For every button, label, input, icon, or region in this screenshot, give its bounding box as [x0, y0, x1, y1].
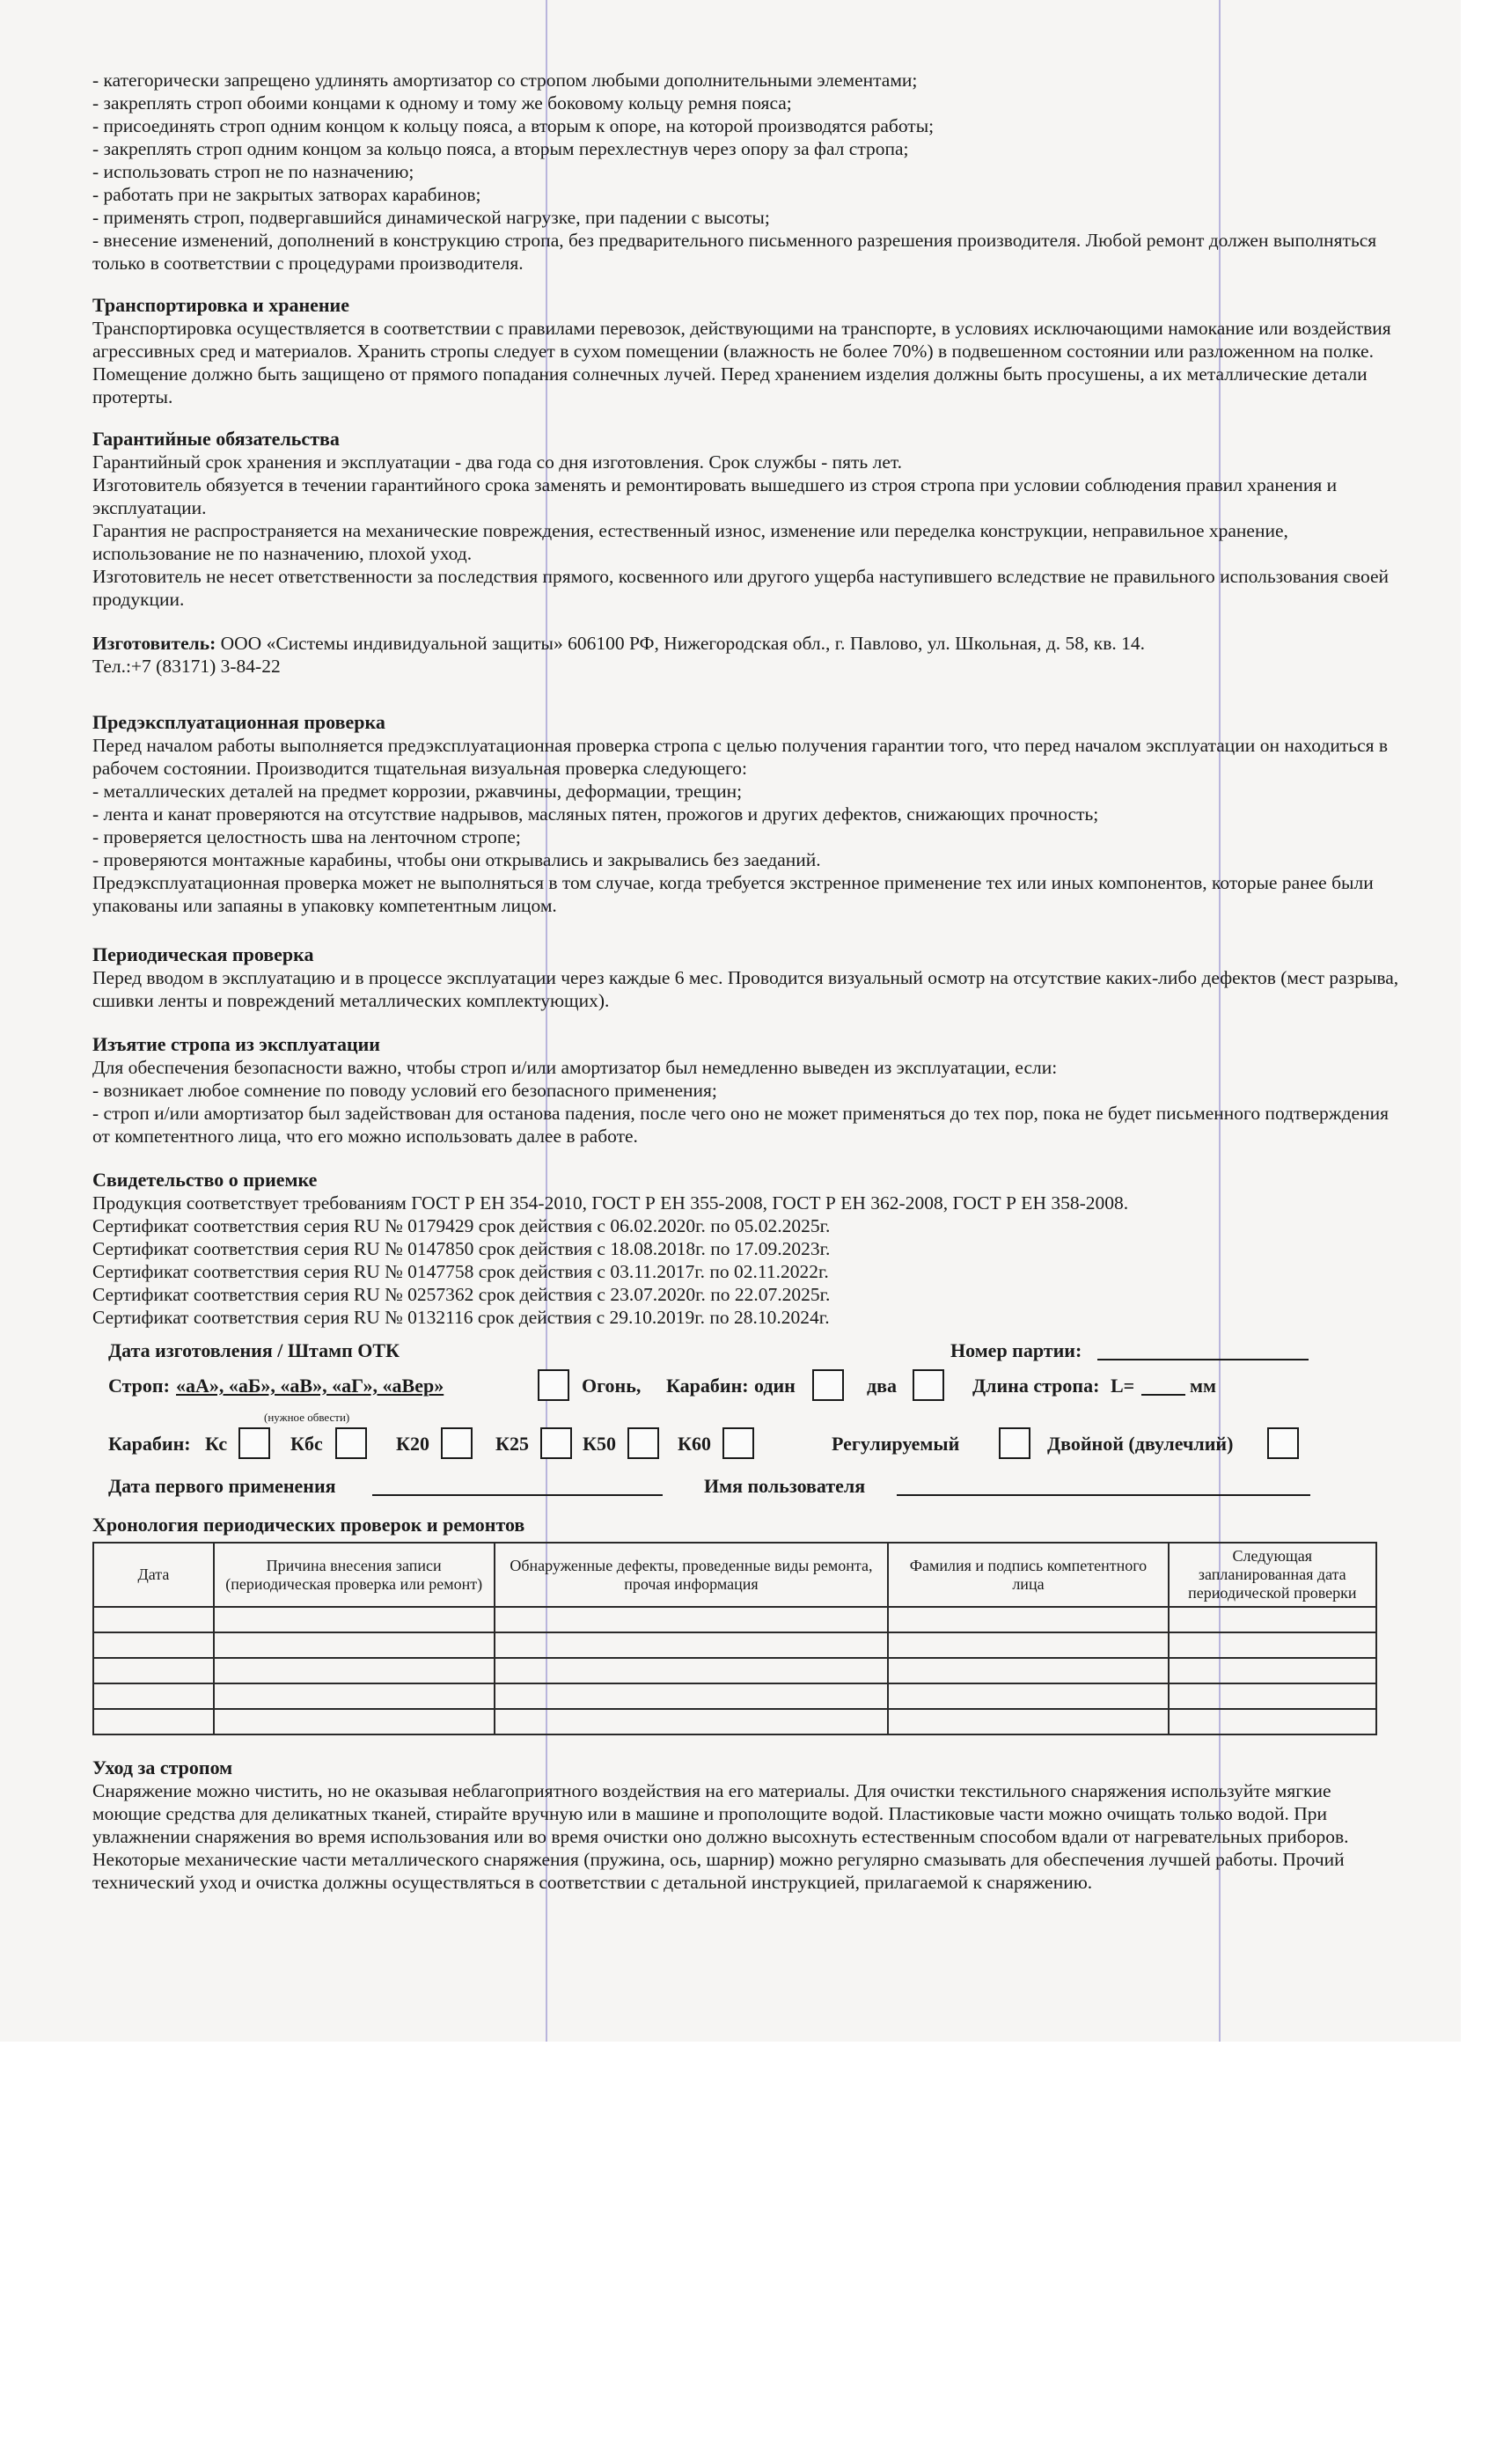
table-cell[interactable]	[214, 1658, 495, 1683]
table-row	[93, 1607, 1376, 1632]
double-checkbox[interactable]	[1267, 1427, 1299, 1459]
list-item: - применять строп, подвергавшийся динамической нагрузке, при падении с высоты;	[92, 207, 770, 228]
paragraph: - проверяются монтажные карабины, чтобы они открывались и закрывались без заеданий.	[92, 849, 821, 870]
table-cell[interactable]	[93, 1607, 214, 1632]
pre-check-section	[92, 711, 1404, 917]
table-cell[interactable]	[93, 1632, 214, 1658]
section-title: Хронология периодических проверок и ремонтов	[92, 1514, 525, 1536]
section-text: Снаряжение можно чистить, но не оказывая неблагоприятного воздействия на его материалы. Для очистки текстильного снаряжения используйте мягкие моющие средства для деликатных тканей, стирайте вручную или в машине и прополощите водой. Пластиковые части можно очищать только водой. При увлажнении снаряжения во время использования или во время очистки оно должно высохнуть естественным способом вдали от нагревательных приборов. Некоторые механические части металлического снаряжения (пружина, ось, шарнир) можно регулярно смазывать для обеспечения лучшей работы. Прочий технический уход и очистка должны осуществляться в соответствии с детальной инструкцией, прилагаемой к снаряжению.	[92, 1780, 1349, 1893]
length-prefix: L=	[1111, 1375, 1135, 1397]
table-cell[interactable]	[1169, 1658, 1376, 1683]
table-row	[93, 1683, 1376, 1709]
carabiner-type-checkbox[interactable]	[627, 1427, 659, 1459]
carabiner-type-label: К20	[396, 1433, 429, 1455]
carabiner-label: Карабин:	[666, 1375, 749, 1397]
strop-label: Строп:	[108, 1375, 170, 1397]
carabiner-type-label: К60	[678, 1433, 711, 1455]
adjustable-checkbox[interactable]	[999, 1427, 1030, 1459]
carabiner-type-checkbox[interactable]	[238, 1427, 270, 1459]
product-form	[92, 1334, 1404, 1501]
column-header: Причина внесения записи (периодическая проверка или ремонт)	[214, 1543, 495, 1607]
list-item: - работать при не закрытых затворах карабинов;	[92, 184, 481, 205]
table-cell[interactable]	[93, 1658, 214, 1683]
section-title: Свидетельство о приемке	[92, 1169, 318, 1191]
carabiner-type-checkbox[interactable]	[335, 1427, 367, 1459]
two-carabiners-checkbox[interactable]	[913, 1369, 944, 1401]
care-section	[92, 1756, 1404, 1894]
column-header: Дата	[93, 1543, 214, 1607]
table-row	[93, 1709, 1376, 1734]
log-section	[92, 1514, 1404, 1735]
paragraph: Изготовитель обязуется в течении гарантийного срока заменять и ремонтировать вышедшего из строя стропа при условии соблюдения правил хранения и эксплуатации.	[92, 474, 1338, 518]
paragraph: Гарантия не распространяется на механические повреждения, естественный износ, изменение или переделка конструкции, неправильное хранение, использование не по назначению, плохой уход.	[92, 520, 1288, 564]
table-row	[93, 1632, 1376, 1658]
acceptance-text	[92, 1192, 1404, 1329]
first-use-field[interactable]	[372, 1475, 663, 1496]
table-cell[interactable]	[888, 1632, 1168, 1658]
table-cell[interactable]	[495, 1658, 889, 1683]
section-title: Периодическая проверка	[92, 943, 314, 965]
table-cell[interactable]	[1169, 1709, 1376, 1734]
table-cell[interactable]	[93, 1683, 214, 1709]
manufacturer-label: Изготовитель:	[92, 633, 216, 654]
carabiner-types-row	[92, 1424, 1404, 1466]
table-cell[interactable]	[214, 1709, 495, 1734]
carabiner-type-checkbox[interactable]	[540, 1427, 572, 1459]
certificate-line: Продукция соответствует требованиям ГОСТ Р ЕН 354-2010, ГОСТ Р ЕН 355-2008, ГОСТ Р ЕН 362-2008, ГОСТ Р ЕН 358-2008.	[92, 1192, 1129, 1214]
paragraph: - возникает любое сомнение по поводу условий его безопасного применения;	[92, 1080, 717, 1101]
withdrawal-section	[92, 1033, 1404, 1148]
table-cell[interactable]	[214, 1632, 495, 1658]
section-title: Уход за стропом	[92, 1756, 233, 1778]
certificate-line: Сертификат соответствия серия RU № 0257362 срок действия с 23.07.2020г. по 22.07.2025г.	[92, 1284, 831, 1305]
carabiner-type-checkbox[interactable]	[722, 1427, 754, 1459]
certificate-line: Сертификат соответствия серия RU № 0147758 срок действия с 03.11.2017г. по 02.11.2022г.	[92, 1261, 829, 1282]
list-item: - закреплять строп обоими концами к одному и тому же боковому кольцу ремня пояса;	[92, 92, 792, 114]
length-label: Длина стропа:	[972, 1375, 1100, 1397]
carabiner-type-label: К50	[583, 1433, 616, 1455]
two-label: два	[867, 1375, 898, 1397]
section-text: Перед вводом в эксплуатацию и в процессе эксплуатации через каждые 6 мес. Проводится визуальный осмотр на отсутствие каких-либо дефектов (мест разрыва, сшивки ленты и повреждений металлических комплектующих).	[92, 967, 1399, 1011]
user-name-label: Имя пользователя	[704, 1475, 866, 1497]
table-cell[interactable]	[888, 1709, 1168, 1734]
certificate-line: Сертификат соответствия серия RU № 0179429 срок действия с 06.02.2020г. по 05.02.2025г.	[92, 1215, 831, 1236]
paragraph: Гарантийный срок хранения и эксплуатации - два года со дня изготовления. Срок службы - пять лет.	[92, 451, 903, 473]
carabiner-type-label: Кс	[205, 1433, 228, 1455]
fire-checkbox[interactable]	[538, 1369, 569, 1401]
batch-number-label: Номер партии:	[950, 1339, 1082, 1361]
table-cell[interactable]	[888, 1607, 1168, 1632]
carabiners-label: Карабин:	[108, 1433, 191, 1455]
table-cell[interactable]	[1169, 1683, 1376, 1709]
acceptance-section	[92, 1169, 1404, 1329]
list-item: - присоединять строп одним концом к кольцу пояса, а вторым к опоре, на которой производятся работы;	[92, 115, 935, 136]
one-carabiner-checkbox[interactable]	[812, 1369, 844, 1401]
paragraph: Для обеспечения безопасности важно, чтобы строп и/или амортизатор был немедленно выведен из эксплуатации, если:	[92, 1057, 1058, 1078]
length-field[interactable]	[1141, 1375, 1185, 1396]
manufacturer-info	[92, 632, 1404, 678]
user-name-field[interactable]	[897, 1475, 1310, 1496]
table-cell[interactable]	[495, 1709, 889, 1734]
table-cell[interactable]	[1169, 1607, 1376, 1632]
batch-number-field[interactable]	[1097, 1339, 1309, 1360]
table-cell[interactable]	[1169, 1632, 1376, 1658]
adjustable-label: Регулируемый	[832, 1433, 960, 1455]
manufacturer-phone: Тел.:+7 (83171) 3-84-22	[92, 656, 281, 677]
fire-label: Огонь,	[582, 1375, 642, 1397]
section-title: Транспортировка и хранение	[92, 294, 349, 316]
table-cell[interactable]	[214, 1683, 495, 1709]
certificate-line: Сертификат соответствия серия RU № 0147850 срок действия с 18.08.2018г. по 17.09.2023г.	[92, 1238, 831, 1259]
list-item: - закреплять строп одним концом за кольцо пояса, а вторым перехлестнув через опору за фал стропа;	[92, 138, 909, 159]
table-cell[interactable]	[495, 1632, 889, 1658]
manufacture-date-label: Дата изготовления / Штамп ОТК	[108, 1339, 400, 1361]
list-item: - использовать строп не по назначению;	[92, 161, 414, 182]
paragraph: - металлических деталей на предмет коррозии, ржавчины, деформации, трещин;	[92, 781, 743, 802]
warranty-text	[92, 451, 1404, 611]
table-cell[interactable]	[495, 1683, 889, 1709]
section-title: Изъятие стропа из эксплуатации	[92, 1033, 380, 1055]
table-cell[interactable]	[93, 1709, 214, 1734]
length-unit: мм	[1190, 1375, 1216, 1397]
section-title: Гарантийные обязательства	[92, 428, 340, 450]
one-label: один	[754, 1375, 796, 1397]
table-row	[93, 1658, 1376, 1683]
paragraph: Перед началом работы выполняется предэксплуатационная проверка стропа с целью получения гарантии того, что перед началом эксплуатации он находиться в рабочем состоянии. Производится тщательная визуальная проверка следующего:	[92, 735, 1389, 779]
paragraph: - строп и/или амортизатор был задействован для останова падения, после чего оно не может применяться до тех пор, пока не будет письменного подтверждения от компетентного лица, что его можно использовать далее в работе.	[92, 1103, 1389, 1147]
table-cell[interactable]	[888, 1683, 1168, 1709]
section-text: Транспортировка осуществляется в соответствии с правилами перевозок, действующими на транспорте, в условиях исключающими намокание или воздействия агрессивных сред и материалов. Хранить стропы следует в сухом помещении (влажность не более 70%) в подвешенном состоянии или разложенном на полке. Помещение должно быть защищено от прямого попадания солнечных лучей. Перед хранением изделия должны быть просушены, а их металлические детали протерты.	[92, 318, 1391, 407]
document-content	[92, 69, 1404, 1894]
warranty-section	[92, 428, 1404, 611]
column-header: Фамилия и подпись компетентного лица	[888, 1543, 1168, 1607]
column-header: Следующая запланированная дата периодической проверки	[1169, 1543, 1376, 1607]
certificate-line: Сертификат соответствия серия RU № 0132116 срок действия с 29.10.2019г. по 28.10.2024г.	[92, 1307, 830, 1328]
column-header: Обнаруженные дефекты, проведенные виды ремонта, прочая информация	[495, 1543, 889, 1607]
paragraph: Изготовитель не несет ответственности за последствия прямого, косвенного или другого ущерба наступившего вследствие не правильного использования своей продукции.	[92, 566, 1390, 610]
carabiner-type-label: К25	[495, 1433, 529, 1455]
table-cell[interactable]	[495, 1607, 889, 1632]
list-item: - внесение изменений, дополнений в конструкцию стропа, без предварительного письменного разрешения производителя. Любой ремонт должен выполняться только в соответствии с процедурами производителя.	[92, 230, 1377, 274]
periodic-section	[92, 943, 1404, 1012]
pre-check-text	[92, 734, 1404, 917]
transport-section	[92, 294, 1404, 408]
prohibitions-list	[92, 69, 1404, 275]
carabiner-type-label: Кбс	[290, 1433, 323, 1455]
table-cell[interactable]	[214, 1607, 495, 1632]
manufacturer-address: ООО «Системы индивидуальной защиты» 606100 РФ, Нижегородская обл., г. Павлово, ул. Школьная, д. 58, кв. 14.	[216, 633, 1145, 654]
paragraph: - проверяется целостность шва на ленточном стропе;	[92, 826, 521, 847]
strop-hint: (нужное обвести)	[264, 1411, 350, 1424]
table-cell[interactable]	[888, 1658, 1168, 1683]
list-item: - категорически запрещено удлинять амортизатор со стропом любыми дополнительными элементами;	[92, 70, 918, 91]
strop-variants[interactable]: «аА», «аБ», «аВ», «аГ», «аВер»	[176, 1375, 444, 1397]
paragraph: Предэксплуатационная проверка может не выполняться в том случае, когда требуется экстренное применение тех или иных компонентов, которые ранее были упакованы или запаяны в упаковку компетентным лицом.	[92, 872, 1374, 916]
first-use-label: Дата первого применения	[108, 1475, 336, 1497]
inspection-log-table	[92, 1542, 1377, 1735]
table-header-row	[93, 1543, 1376, 1607]
paragraph: - лента и канат проверяются на отсутствие надрывов, масляных пятен, прожогов и других дефектов, снижающих прочность;	[92, 803, 1099, 825]
section-title: Предэксплуатационная проверка	[92, 711, 385, 733]
carabiner-type-checkbox[interactable]	[441, 1427, 473, 1459]
double-label: Двойной (двулечлий)	[1047, 1433, 1234, 1455]
withdrawal-text	[92, 1056, 1404, 1148]
